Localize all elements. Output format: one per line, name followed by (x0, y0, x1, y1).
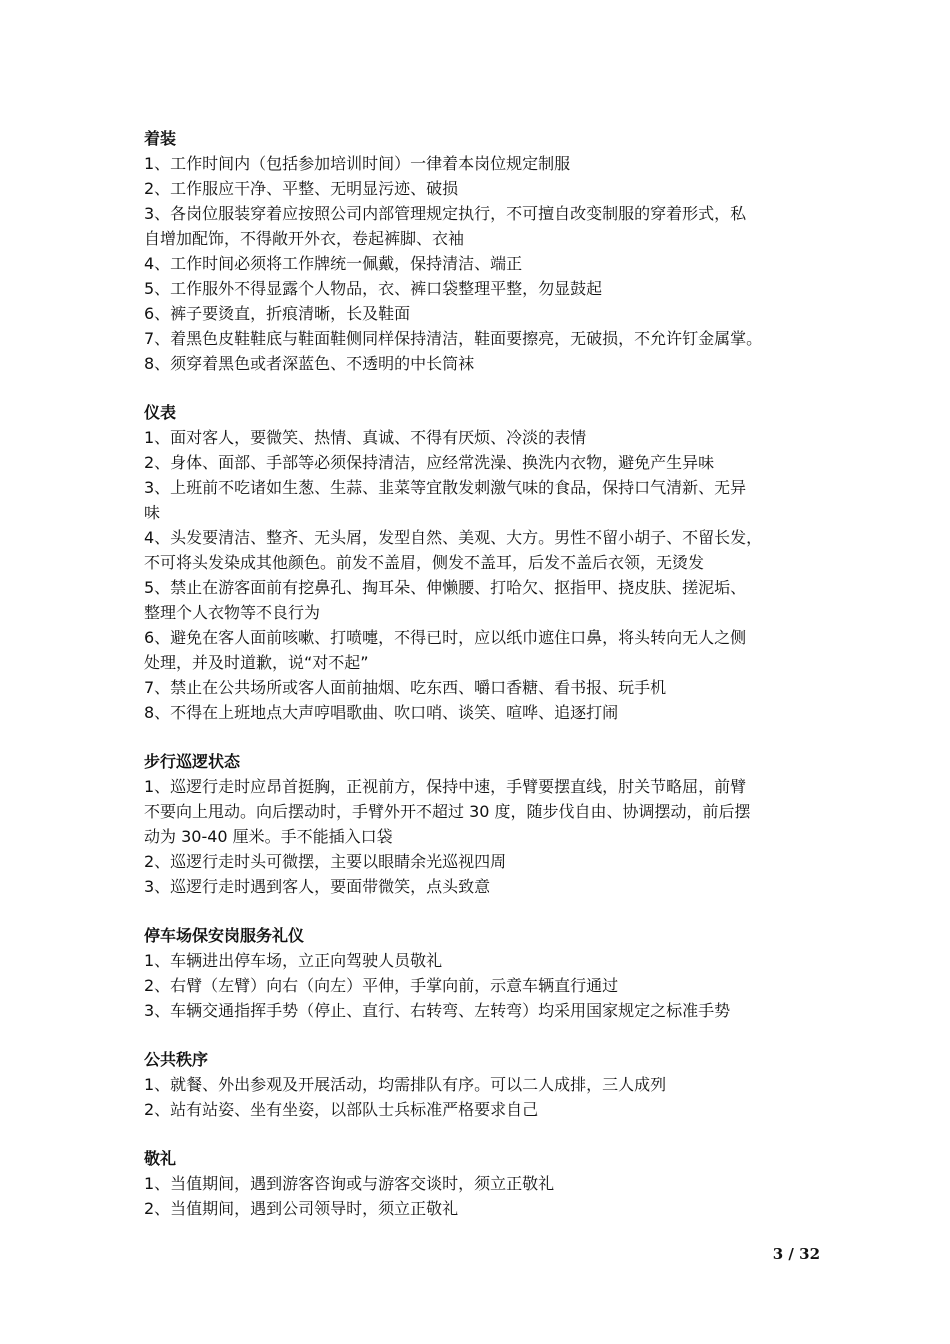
list-item: 4、工作时间必须将工作牌统一佩戴，保持清洁、端正 (144, 254, 523, 273)
list-item: 1、工作时间内（包括参加培训时间）一律着本岗位规定制服 (144, 154, 571, 173)
list-item: 1、巡逻行走时应昂首挺胸，正视前方，保持中速，手臂要摆直线，肘关节略屈，前臂 (144, 777, 747, 796)
section-list (144, 425, 824, 725)
section-attire (144, 126, 824, 376)
section-list (144, 948, 824, 1023)
list-item: 2、当值期间，遇到公司领导时，须立正敬礼 (144, 1199, 459, 1218)
list-item: 1、就餐、外出参观及开展活动，均需排队有序。可以二人成排，三人成列 (144, 1075, 667, 1094)
list-item: 动为 30-40 厘米。手不能插入口袋 (144, 827, 393, 846)
list-item: 7、着黑色皮鞋鞋底与鞋面鞋侧同样保持清洁，鞋面要擦亮，无破损，不允许钉金属掌。 (144, 329, 763, 348)
list-item: 3、各岗位服装穿着应按照公司内部管理规定执行，不可擅自改变制服的穿着形式，私 (144, 204, 747, 223)
section-patrol (144, 749, 824, 899)
section-list (144, 1072, 824, 1122)
section-heading: 仪表 (144, 403, 177, 422)
list-item: 不要向上甩动。向后摆动时，手臂外开不超过 30 度，随步伐自由、协调摆动，前后摆 (144, 802, 751, 821)
list-item: 3、上班前不吃诸如生葱、生蒜、韭菜等宜散发刺激气味的食品，保持口气清新、无异 (144, 478, 747, 497)
list-item: 8、须穿着黑色或者深蓝色、不透明的中长筒袜 (144, 354, 475, 373)
list-item: 处理，并及时道歉，说“对不起” (144, 653, 369, 672)
list-item: 2、工作服应干净、平整、无明显污迹、破损 (144, 179, 459, 198)
list-item: 6、避免在客人面前咳嗽、打喷嚏，不得已时，应以纸巾遮住口鼻，将头转向无人之侧 (144, 628, 747, 647)
list-item: 7、禁止在公共场所或客人面前抽烟、吃东西、嚼口香糖、看书报、玩手机 (144, 678, 667, 697)
document-body (144, 126, 824, 1245)
page-number: 3 / 32 (772, 1245, 820, 1263)
list-item: 3、车辆交通指挥手势（停止、直行、右转弯、左转弯）均采用国家规定之标准手势 (144, 1001, 731, 1020)
section-heading: 公共秩序 (144, 1050, 209, 1069)
list-item: 2、身体、面部、手部等必须保持清洁，应经常洗澡、换洗内衣物，避免产生异味 (144, 453, 715, 472)
section-salute (144, 1146, 824, 1221)
section-heading: 停车场保安岗服务礼仪 (144, 926, 305, 945)
section-heading: 着装 (144, 129, 177, 148)
list-item: 5、禁止在游客面前有挖鼻孔、掏耳朵、伸懒腰、打哈欠、抠指甲、挠皮肤、搓泥垢、 (144, 578, 747, 597)
list-item: 1、面对客人，要微笑、热情、真诚、不得有厌烦、冷淡的表情 (144, 428, 587, 447)
section-list (144, 774, 824, 899)
section-list (144, 1171, 824, 1221)
list-item: 1、车辆进出停车场，立正向驾驶人员敬礼 (144, 951, 443, 970)
list-item: 味 (144, 503, 161, 522)
section-heading: 步行巡逻状态 (144, 752, 241, 771)
list-item: 5、工作服外不得显露个人物品，衣、裤口袋整理平整，勿显鼓起 (144, 279, 603, 298)
list-item: 整理个人衣物等不良行为 (144, 603, 321, 622)
section-appearance (144, 400, 824, 725)
list-item: 3、巡逻行走时遇到客人，要面带微笑，点头致意 (144, 877, 491, 896)
list-item: 2、右臂（左臂）向右（向左）平伸，手掌向前，示意车辆直行通过 (144, 976, 619, 995)
list-item: 8、不得在上班地点大声哼唱歌曲、吹口哨、谈笑、喧哗、追逐打闹 (144, 703, 619, 722)
list-item: 1、当值期间，遇到游客咨询或与游客交谈时，须立正敬礼 (144, 1174, 555, 1193)
section-list (144, 151, 824, 376)
list-item: 4、头发要清洁、整齐、无头屑，发型自然、美观、大方。男性不留小胡子、不留长发， (144, 528, 763, 547)
section-parking (144, 923, 824, 1023)
list-item: 2、站有站姿、坐有坐姿，以部队士兵标准严格要求自己 (144, 1100, 539, 1119)
section-heading: 敬礼 (144, 1149, 177, 1168)
list-item: 6、裤子要烫直，折痕清晰，长及鞋面 (144, 304, 411, 323)
section-public-order (144, 1047, 824, 1122)
list-item: 2、巡逻行走时头可微摆，主要以眼睛余光巡视四周 (144, 852, 507, 871)
list-item: 自增加配饰，不得敞开外衣，卷起裤脚、衣袖 (144, 229, 465, 248)
list-item: 不可将头发染成其他颜色。前发不盖眉，侧发不盖耳，后发不盖后衣领，无烫发 (144, 553, 705, 572)
